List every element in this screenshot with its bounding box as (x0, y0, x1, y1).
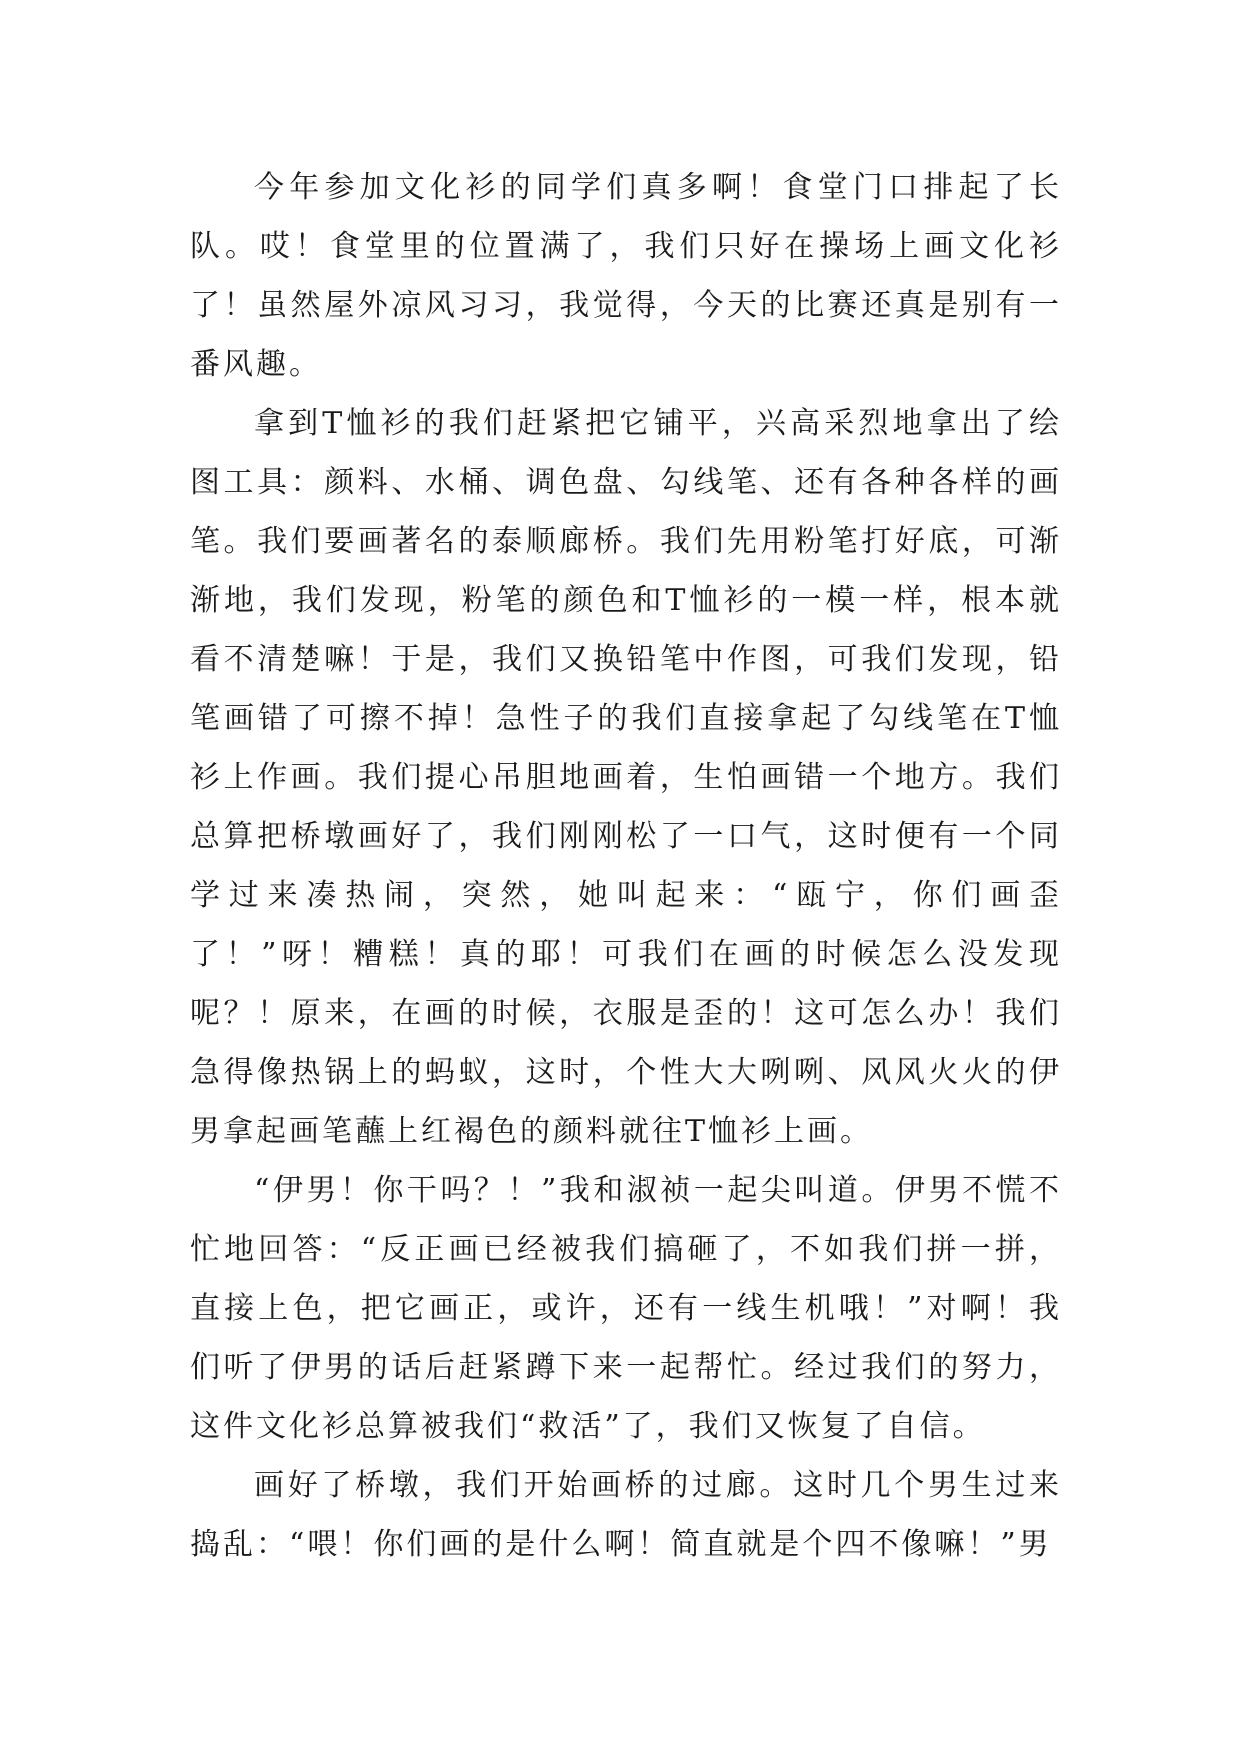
paragraph-3: “伊男！你干吗？！”我和淑祯一起尖叫道。伊男不慌不忙地回答：“反正画已经被我们搞砸了，不如我们拼一拼，直接上色，把它画正，或许，还有一线生机哦！”对啊！我们听了伊男的话后赶紧蹲下来一起帮忙。经过我们的努力，这件文化衫总算被我们“救活”了，我们又恢复了自信。 (190, 1173, 1062, 1444)
document-body (190, 158, 1062, 1574)
paragraph-2: 拿到T恤衫的我们赶紧把它铺平，兴高采烈地拿出了绘图工具：颜料、水桶、调色盘、勾线笔、还有各种各样的画笔。我们要画著名的泰顺廊桥。我们先用粉笔打好底，可渐渐地，我们发现，粉笔的颜色和T恤衫的一模一样，根本就看不清楚嘛！于是，我们又换铅笔中作图，可我们发现，铅笔画错了可擦不掉！急性子的我们直接拿起了勾线笔在T恤衫上作画。我们提心吊胆地画着，生怕画错一个地方。我们总算把桥墩画好了，我们刚刚松了一口气，这时便有一个同学过来凑热闹，突然，她叫起来：“瓯宁，你们画歪了！”呀！糟糕！真的耶！可我们在画的时候怎么没发现呢？！原来，在画的时候，衣服是歪的！这可怎么办！我们急得像热锅上的蚂蚁，这时，个性大大咧咧、风风火火的伊男拿起画笔蘸上红褐色的颜料就往T恤衫上画。 (190, 406, 1062, 1149)
paragraph-1: 今年参加文化衫的同学们真多啊！食堂门口排起了长队。哎！食堂里的位置满了，我们只好在操场上画文化衫了！虽然屋外凉风习习，我觉得，今天的比赛还真是别有一番风趣。 (190, 170, 1062, 382)
paragraph-4: 画好了桥墩，我们开始画桥的过廊。这时几个男生过来捣乱：“喂！你们画的是什么啊！简直就是个四不像嘛！”男 (190, 1468, 1062, 1562)
